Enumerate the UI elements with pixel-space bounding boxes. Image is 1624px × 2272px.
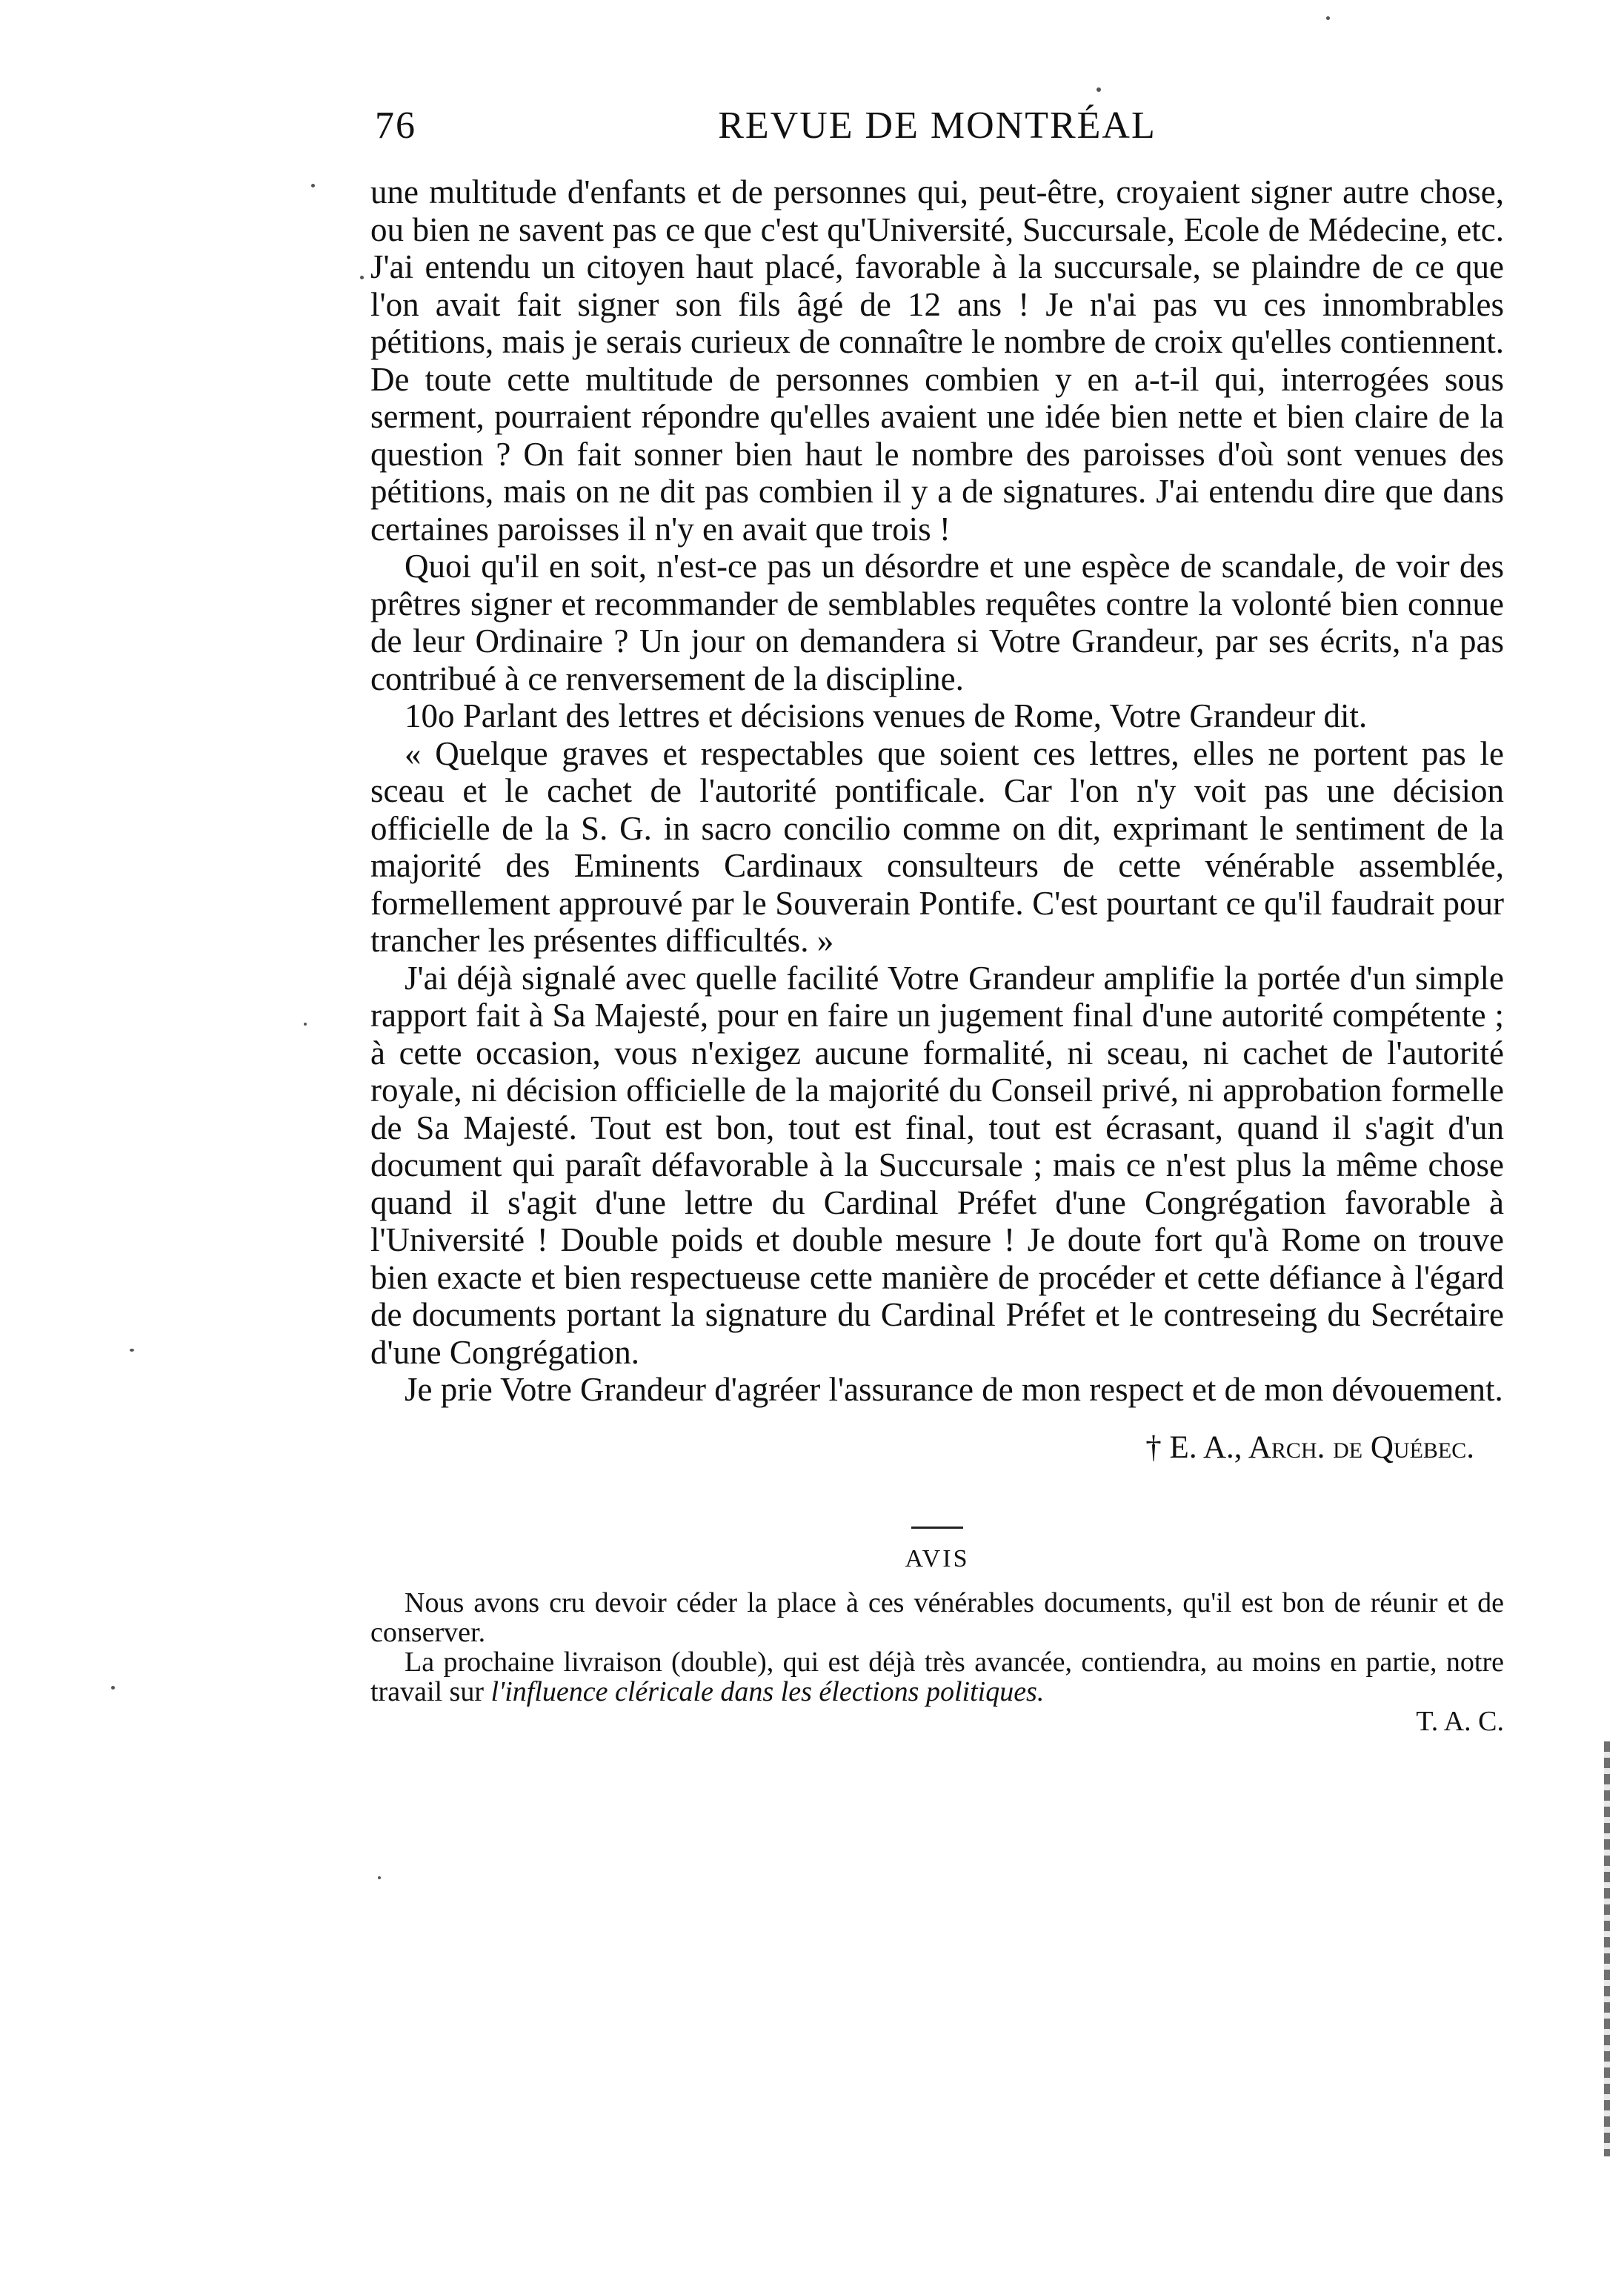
scan-speck xyxy=(1326,16,1330,20)
letter-body xyxy=(370,173,1504,1409)
scan-speck xyxy=(311,184,315,187)
notice-paragraph xyxy=(370,1647,1504,1707)
quotation-paragraph: « Quelque graves et respectables que soient ces lettres, elles ne portent pas le sceau et le cachet de l'autorité pontificale. Car l'on n'y voit pas une décision officielle de la S. G. in sacro concilio comme on dit, exprimant le sentiment de la majorité des Eminents Cardinaux consulteurs de cette vénérable assemblée, formellement approuvé par le Souverain Pontife. C'est pourtant ce qu'il faudrait pour trancher les présentes difficultés. » xyxy=(370,734,1504,959)
scan-edge-shadow xyxy=(1604,1741,1610,2156)
notice-paragraph: Nous avons cru devoir céder la place à ces vénérables documents, qu'il est bon de réunir et de conserver. xyxy=(370,1587,1504,1648)
scan-speck xyxy=(1096,87,1101,92)
scan-speck xyxy=(360,276,364,279)
paragraph: 10o Parlant des lettres et décisions venues de Rome, Votre Grandeur dit. xyxy=(405,697,1368,734)
paragraph: Quoi qu'il en soit, n'est-ce pas un désordre et une espèce de scandale, de voir des prêtres signer et recommander de semblables requêtes contre la volonté bien connue de leur Ordinaire ? Un jour on demandera si Votre Grandeur, par ses écrits, n'a pas contribué à ce renversement de la discipline. xyxy=(370,548,1504,697)
scan-speck xyxy=(111,1686,115,1690)
notice xyxy=(370,1588,1504,1736)
scan-speck xyxy=(378,1876,381,1879)
page-number: 76 xyxy=(375,104,416,147)
scan-speck xyxy=(130,1349,134,1352)
notice-initials: T. A. C. xyxy=(1416,1705,1504,1737)
page-header xyxy=(370,89,1504,156)
section-divider xyxy=(911,1527,963,1529)
paragraph: J'ai déjà signalé avec quelle facilité Votre Grandeur amplifie la portée d'un simple rapport fait à Sa Majesté, pour en faire un jugement final d'une autorité compétente ; à cette occasion, vous n'exigez aucune formalité, ni sceau, ni cachet de l'autorité royale, ni décision officielle de la majorité du Conseil privé, ni approbation formelle de Sa Majesté. Tout est bon, tout est final, tout est écrasant, quand il s'agit d'un document qui paraît défavorable à la Succursale ; mais ce n'est plus la même chose quand il s'agit d'une lettre du Cardinal Préfet d'une Congrégation favorable à l'Université ! Double poids et double mesure ! Je doute fort qu'à Rome on trouve bien exacte et bien respectueuse cette manière de procéder et cette défiance à l'égard de documents portant la signature du Cardinal Préfet et le contreseing du Secrétaire d'une Congrégation. xyxy=(370,959,1504,1371)
notice-initials-line xyxy=(370,1707,1504,1736)
scan-speck xyxy=(304,1023,307,1026)
signature: † E. A., Arch. de Québec. xyxy=(1145,1429,1474,1465)
notice-title: AVIS xyxy=(905,1544,970,1572)
notice-paragraph-text: La prochaine livraison (double), qui est déjà très avancée, contiendra, au moins en partie, notre travail sur xyxy=(370,1646,1504,1707)
paragraph: une multitude d'enfants et de personnes qui, peut-être, croyaient signer autre chose, ou bien ne savent pas ce que c'est qu'Université, Succursale, Ecole de Médecine, etc. J'ai entendu un citoyen haut placé, favorable à la succursale, se plaindre de ce que l'on avait fait signer son fils âgé de 12 ans ! Je n'ai pas vu ces innombrables pétitions, mais je serais curieux de connaître le nombre de croix qu'elles contiennent. De toute cette multitude de personnes combien y en a-t-il qui, interrogées sous serment, pourraient répondre qu'elles avaient une idée bien nette et bien claire de la question ? On fait sonner bien haut le nombre des paroisses d'où sont venues des pétitions, mais on ne dit pas combien il y a de signatures. J'ai entendu dire que dans certaines paroisses il n'y en avait que trois ! xyxy=(370,173,1504,548)
closing-paragraph: Je prie Votre Grandeur d'agréer l'assurance de mon respect et de mon dévouement. xyxy=(405,1371,1503,1408)
page xyxy=(370,89,1504,1736)
running-title: REVUE DE MONTRÉAL xyxy=(718,104,1157,147)
notice-italic-title: l'influence cléricale dans les élections politiques. xyxy=(490,1675,1045,1707)
